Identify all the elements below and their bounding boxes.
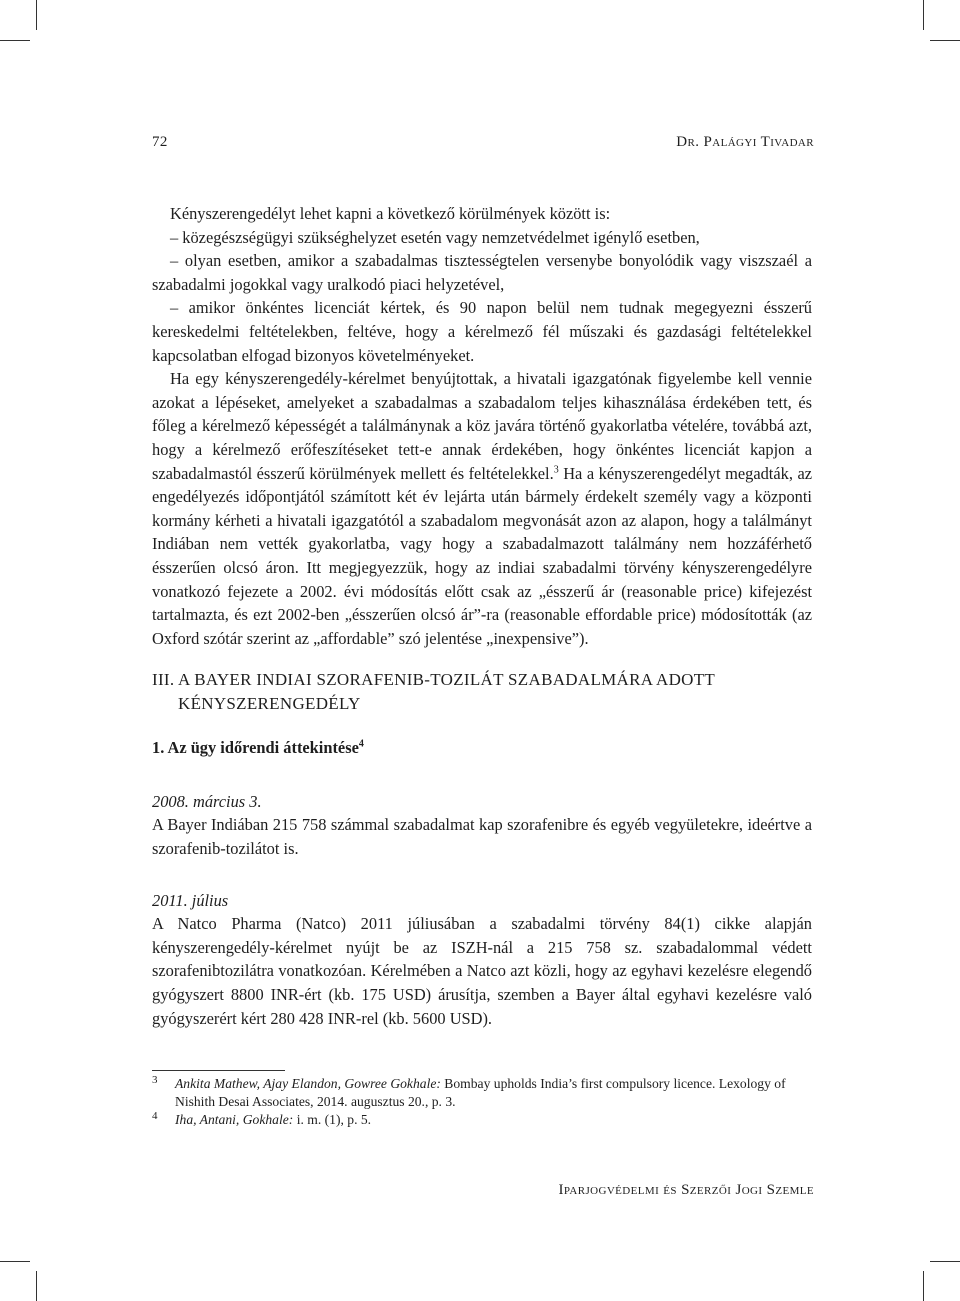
crop-mark (923, 0, 924, 30)
running-head-author: Dr. Palágyi Tivadar (676, 134, 814, 150)
entry-date: 2008. március 3. (152, 791, 262, 811)
footnote-number: 3 (152, 1074, 158, 1086)
section-title-line2: KÉNYSZERENGEDÉLY (178, 694, 361, 714)
footnote (152, 1075, 814, 1111)
crop-mark (36, 1271, 37, 1301)
crop-mark (0, 40, 30, 41)
subsection-title: 1. Az ügy időrendi áttekintése (152, 738, 359, 758)
crop-mark (36, 0, 37, 30)
journal-title: Iparjogvédelmi és Szerzői Jogi Szemle (558, 1182, 814, 1198)
footnote (152, 1111, 814, 1129)
footnotes (152, 1075, 814, 1129)
crop-mark (0, 1261, 30, 1262)
crop-mark (930, 1261, 960, 1262)
paragraph (152, 367, 812, 650)
section-heading (152, 668, 812, 716)
crop-mark (923, 1271, 924, 1301)
list-item: – amikor önkéntes licenciát kértek, és 90 napon belül nem tudnak megegyezni ésszerű kereskedelmi feltételekben, feltéve, hogy a kérelmező fél műszaki és gazdasági feltételekkel kapcsolatban elfogad bizonyos követelményeket. (152, 298, 812, 365)
section-number: III. (152, 670, 175, 690)
footnote-rule (152, 1070, 285, 1071)
list-item: – közegészségügyi szükséghelyzet esetén vagy nemzetvédelmet igénylő esetben, (170, 227, 700, 247)
list-item: – olyan esetben, amikor a szabadalmas tisztességtelen versenybe bonyolódik vagy viszszaél a szabadalmi jogokkal vagy uralkodó piaci helyzetével, (152, 251, 812, 294)
footnote-number: 4 (152, 1110, 158, 1122)
footnote-text: i. m. (1), p. 5. (293, 1112, 372, 1127)
footnote-authors: Ankita Mathew, Ajay Elandon, Gowree Gokhale: (175, 1076, 441, 1091)
paragraph-text: Ha egy kényszerengedély-kérelmet benyújtottak, a hivatali igazgatónak figyelembe kell vennie azokat a lépéseket, amelyeket a szabadalmas a szabadalom teljes kihasználása érdekében tett, és főleg a kérelmező képességét a találmánynak a köz javára történő gyakorlatba vételére, továbbá azt, hogy a kérelmező erőfeszítéseket tett-e annak érdekében, hogy önkéntes licenciát kapjon a szabadalmastól ésszerű körülmények mellett és feltételekkel. (152, 369, 812, 483)
entry-text: A Natco Pharma (Natco) 2011 júliusában a szabadalmi törvény 84(1) cikke alapján kényszerengedély-kérelmet nyújt be az ISZH-nál a 215 758 sz. szabadalommal védett szorafenibtozilátra vonatkozóan. Kérelmében a Natco azt közli, hogy az egyhavi kezelésre elegendő gyógyszert 8800 INR-ért (kb. 175 USD) árusítja, szemben a Bayer által egyhavi kezelésre való gyógyszerért kért 280 428 INR-rel (kb. 5600 USD). (152, 914, 812, 1028)
subsection-heading (152, 736, 812, 760)
footnote-ref[interactable]: 3 (553, 464, 559, 476)
intro-paragraph: Kényszerengedélyt lehet kapni a következő körülmények között is: (170, 204, 611, 223)
footnote-ref[interactable]: 4 (358, 738, 364, 750)
entry-date: 2011. július (152, 890, 229, 910)
paragraph-text: Ha a kényszerengedélyt megadták, az engedélyezés időpontjától számított két év lejárta után bármely érdekelt személy vagy a központi kormány kérheti a hivatali igazgatótól a szabadalom megvonását azon az alapon, hogy a találmányt Indiában nem vették gyakorlatba, vagy hogy a szabadalmazott találmány nem hozzáférhető ésszerűen olcsó áron. Itt megjegyezzük, hogy az indiai szabadalmi törvény kényszerengedélyre vonatkozó fejezete a 2002. évi módosítás előtt csak az „ésszerű ár (reasonable price) kifejezést tartalmazta, és ezt 2002-ben „ésszerűen olcsó ár”-ra (reasonable effordable price) módosították (az Oxford szótár szerint az „affordable” szó jelentése „inexpensive”). (152, 463, 812, 648)
section-title-line1: A BAYER INDIAI SZORAFENIB-TOZILÁT SZABADALMÁRA ADOTT (178, 670, 716, 690)
crop-mark (930, 40, 960, 41)
footnote-authors: Iha, Antani, Gokhale: (175, 1112, 294, 1127)
body-text (152, 202, 812, 1030)
entry-text: A Bayer Indiában 215 758 számmal szabadalmat kap szorafenibre és egyéb vegyületekre, ideértve a szorafenib-tozilátot is. (152, 815, 812, 859)
page-number: 72 (152, 134, 168, 150)
footnote-text: Bombay upholds India’s first compulsory licence. Lexology of Nishith Desai Associates, 2014. augusztus 20., p. 3. (175, 1076, 786, 1109)
